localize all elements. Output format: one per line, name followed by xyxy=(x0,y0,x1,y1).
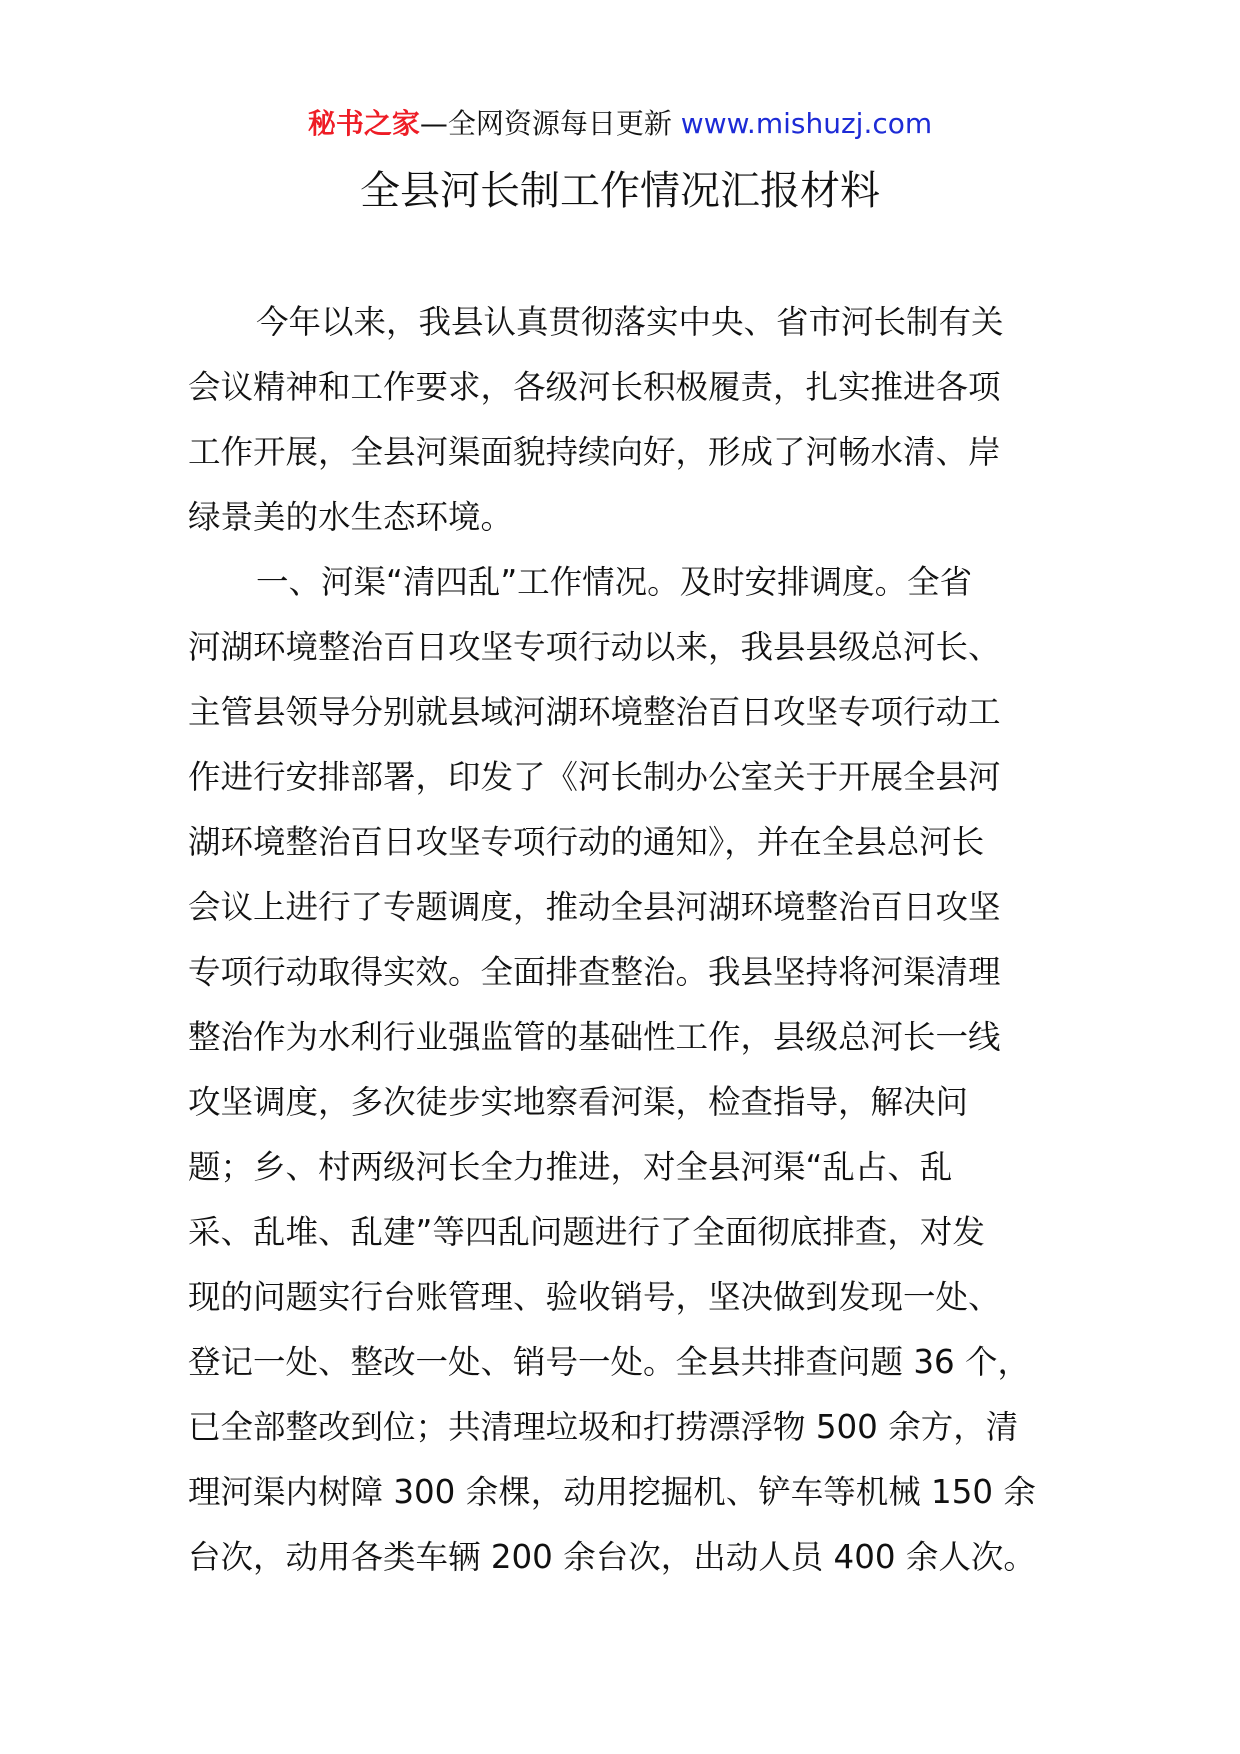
text-line: 台次，动用各类车辆 200 余台次，出动人员 400 余人次。 xyxy=(188,1538,1036,1576)
site-url-link[interactable]: www.mishuzj.com xyxy=(680,107,933,140)
text-line: 作进行安排部署，印发了《河长制办公室关于开展全县河 xyxy=(188,758,1001,796)
text-line: 理河渠内树障 300 余棵，动用挖掘机、铲车等机械 150 余 xyxy=(188,1473,1036,1511)
text-line: 湖环境整治百日攻坚专项行动的通知》，并在全县总河长 xyxy=(188,823,985,861)
text-line: 采、乱堆、乱建”等四乱问题进行了全面彻底排查，对发 xyxy=(188,1213,985,1251)
text-line: 攻坚调度，多次徒步实地察看河渠，检查指导，解决问 xyxy=(188,1083,969,1121)
brand-name: 秘书之家 xyxy=(307,107,420,140)
text-line: 整治作为水利行业强监管的基础性工作，县级总河长一线 xyxy=(188,1018,1001,1056)
text-line: 登记一处、整改一处、销号一处。全县共排查问题 36 个， xyxy=(188,1343,1031,1381)
text-line: 题；乡、村两级河长全力推进，对全县河渠“乱占、乱 xyxy=(188,1148,953,1186)
text-line: 会议精神和工作要求，各级河长积极履责，扎实推进各项 xyxy=(188,368,1001,406)
text-line: 现的问题实行台账管理、验收销号，坚决做到发现一处、 xyxy=(188,1278,1001,1316)
text-line: 今年以来，我县认真贯彻落实中央、省市河长制有关 xyxy=(256,303,1004,341)
text-line: 河湖环境整治百日攻坚专项行动以来，我县县级总河长、 xyxy=(188,628,1001,666)
text-line: 已全部整改到位；共清理垃圾和打捞漂浮物 500 余方，清 xyxy=(188,1408,1019,1446)
text-line: 专项行动取得实效。全面排查整治。我县坚持将河渠清理 xyxy=(188,953,1001,991)
document-title: 全县河长制工作情况汇报材料 xyxy=(360,168,880,214)
text-line: 工作开展，全县河渠面貌持续向好，形成了河畅水清、岸 xyxy=(188,433,1001,471)
text-line: 主管县领导分别就县域河湖环境整治百日攻坚专项行动工 xyxy=(188,693,1001,731)
document-body xyxy=(188,290,1056,1590)
text-line: 会议上进行了专题调度，推动全县河湖环境整治百日攻坚 xyxy=(188,888,1001,926)
text-line: 绿景美的水生态环境。 xyxy=(188,498,514,536)
site-banner xyxy=(0,102,1240,146)
brand-tagline: —全网资源每日更新 xyxy=(419,107,672,140)
text-line: 一、河渠“清四乱”工作情况。及时安排调度。全省 xyxy=(256,563,973,601)
